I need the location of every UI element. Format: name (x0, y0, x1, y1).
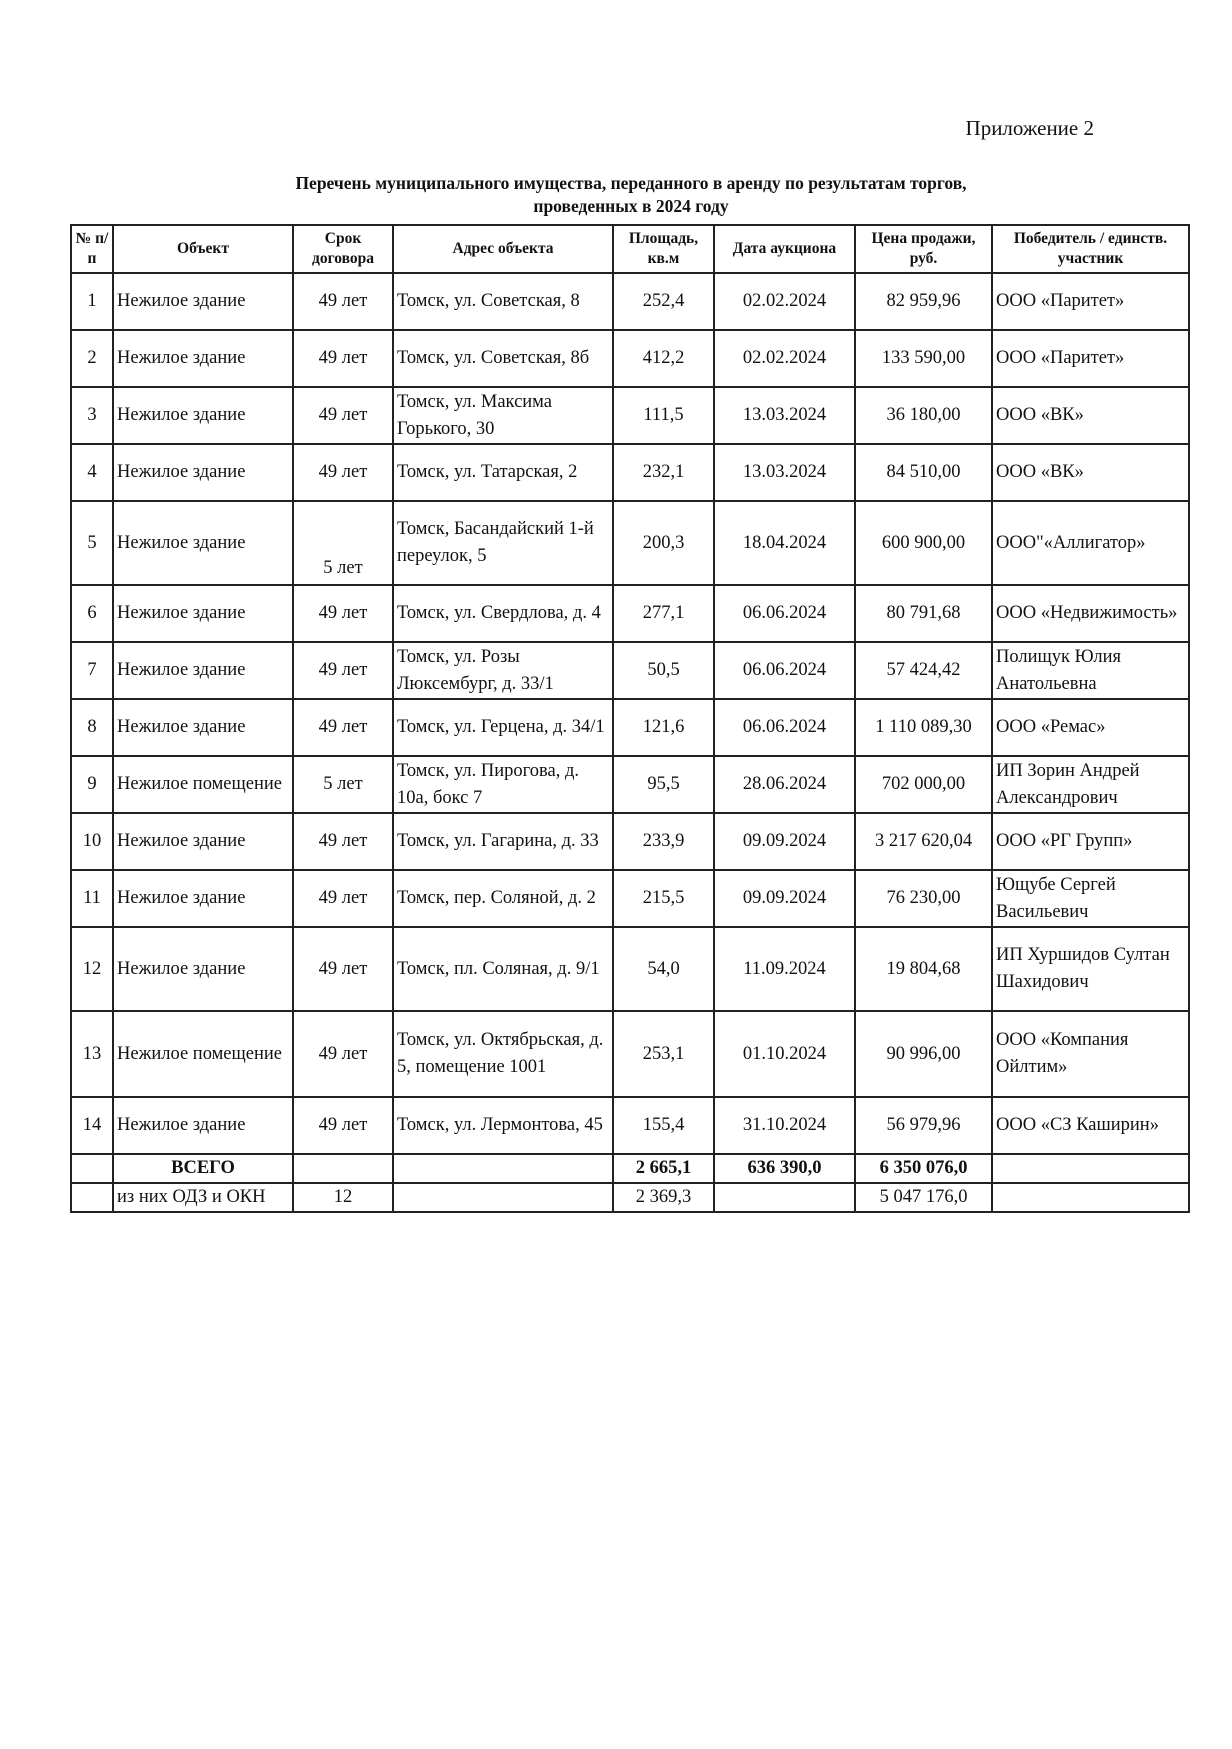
cell-object: Нежилое здание (113, 444, 293, 501)
cell-area: 155,4 (613, 1097, 714, 1154)
cell-term: 49 лет (293, 273, 393, 330)
cell-address: Томск, ул. Герцена, д. 34/1 (393, 699, 613, 756)
cell-term: 49 лет (293, 642, 393, 699)
cell-empty (393, 1154, 613, 1183)
table-header-row (71, 225, 1189, 273)
cell-date: 11.09.2024 (714, 927, 855, 1011)
cell-object: Нежилое здание (113, 699, 293, 756)
cell-date: 01.10.2024 (714, 1011, 855, 1097)
cell-object: Нежилое здание (113, 585, 293, 642)
cell-term: 49 лет (293, 1011, 393, 1097)
cell-num: 1 (71, 273, 113, 330)
cell-num: 2 (71, 330, 113, 387)
cell-date: 02.02.2024 (714, 330, 855, 387)
cell-num: 9 (71, 756, 113, 813)
cell-area: 277,1 (613, 585, 714, 642)
cell-winner: ООО «РГ Групп» (992, 813, 1189, 870)
cell-address: Томск, ул. Советская, 8б (393, 330, 613, 387)
cell-num: 10 (71, 813, 113, 870)
cell-area: 50,5 (613, 642, 714, 699)
cell-term: 5 лет (293, 756, 393, 813)
appendix-label: Приложение 2 (965, 116, 1094, 140)
cell-area: 253,1 (613, 1011, 714, 1097)
cell-winner: ООО «Ремас» (992, 699, 1189, 756)
cell-object: Нежилое здание (113, 870, 293, 927)
subtotal-area: 2 369,3 (613, 1183, 714, 1212)
cell-area: 232,1 (613, 444, 714, 501)
subtotal-label: из них ОДЗ и ОКН (113, 1183, 293, 1212)
cell-term: 49 лет (293, 927, 393, 1011)
cell-winner: Полищук Юлия Анатольевна (992, 642, 1189, 699)
cell-date: 06.06.2024 (714, 642, 855, 699)
cell-area: 215,5 (613, 870, 714, 927)
cell-price: 133 590,00 (855, 330, 992, 387)
cell-object: Нежилое здание (113, 1097, 293, 1154)
cell-date: 06.06.2024 (714, 699, 855, 756)
cell-date: 09.09.2024 (714, 870, 855, 927)
header-num: № п/п (71, 225, 113, 273)
cell-area: 111,5 (613, 387, 714, 444)
cell-object: Нежилое здание (113, 642, 293, 699)
cell-area: 252,4 (613, 273, 714, 330)
cell-object: Нежилое здание (113, 273, 293, 330)
cell-object: Нежилое здание (113, 330, 293, 387)
total-price: 6 350 076,0 (855, 1154, 992, 1183)
cell-empty (71, 1154, 113, 1183)
cell-winner: ООО «Компания Ойлтим» (992, 1011, 1189, 1097)
cell-num: 12 (71, 927, 113, 1011)
cell-area: 412,2 (613, 330, 714, 387)
cell-address: Томск, пер. Соляной, д. 2 (393, 870, 613, 927)
cell-price: 90 996,00 (855, 1011, 992, 1097)
subtotal-row (71, 1183, 1189, 1212)
title-line-1: Перечень муниципального имущества, переданного в аренду по результатам торгов, (295, 173, 967, 193)
cell-address: Томск, ул. Пирогова, д. 10а, бокс 7 (393, 756, 613, 813)
table-row (71, 1011, 1189, 1097)
cell-num: 4 (71, 444, 113, 501)
cell-address: Томск, ул. Татарская, 2 (393, 444, 613, 501)
table-row (71, 1097, 1189, 1154)
cell-object: Нежилое помещение (113, 756, 293, 813)
table-row (71, 756, 1189, 813)
cell-term: 5 лет (293, 501, 393, 585)
header-price: Цена продажи, руб. (855, 225, 992, 273)
total-date-column: 636 390,0 (714, 1154, 855, 1183)
cell-num: 13 (71, 1011, 113, 1097)
cell-area: 121,6 (613, 699, 714, 756)
cell-empty (992, 1183, 1189, 1212)
table-row (71, 927, 1189, 1011)
cell-empty (71, 1183, 113, 1212)
cell-empty (293, 1154, 393, 1183)
cell-object: Нежилое здание (113, 927, 293, 1011)
cell-winner: ООО «Паритет» (992, 330, 1189, 387)
cell-address: Томск, ул. Розы Люксембург, д. 33/1 (393, 642, 613, 699)
header-address: Адрес объекта (393, 225, 613, 273)
cell-empty (992, 1154, 1189, 1183)
cell-address: Томск, ул. Максима Горького, 30 (393, 387, 613, 444)
cell-term: 49 лет (293, 585, 393, 642)
header-date: Дата аукциона (714, 225, 855, 273)
table-row (71, 585, 1189, 642)
cell-address: Томск, ул. Советская, 8 (393, 273, 613, 330)
cell-address: Томск, ул. Лермонтова, 45 (393, 1097, 613, 1154)
cell-winner: ООО «СЗ Каширин» (992, 1097, 1189, 1154)
cell-num: 11 (71, 870, 113, 927)
cell-date: 02.02.2024 (714, 273, 855, 330)
table-row (71, 870, 1189, 927)
total-area: 2 665,1 (613, 1154, 714, 1183)
cell-price: 1 110 089,30 (855, 699, 992, 756)
title-line-2: проведенных в 2024 году (533, 196, 729, 216)
cell-price: 3 217 620,04 (855, 813, 992, 870)
cell-price: 80 791,68 (855, 585, 992, 642)
cell-date: 31.10.2024 (714, 1097, 855, 1154)
cell-area: 95,5 (613, 756, 714, 813)
cell-empty (393, 1183, 613, 1212)
property-table (70, 224, 1190, 1213)
cell-num: 3 (71, 387, 113, 444)
cell-winner: ООО «ВК» (992, 387, 1189, 444)
cell-winner: ООО «Недвижимость» (992, 585, 1189, 642)
cell-date: 13.03.2024 (714, 444, 855, 501)
total-label: ВСЕГО (113, 1154, 293, 1183)
cell-object: Нежилое помещение (113, 1011, 293, 1097)
cell-price: 702 000,00 (855, 756, 992, 813)
cell-price: 84 510,00 (855, 444, 992, 501)
cell-price: 82 959,96 (855, 273, 992, 330)
cell-winner: Ющубе Сергей Васильевич (992, 870, 1189, 927)
cell-winner: ООО"«Аллигатор» (992, 501, 1189, 585)
cell-address: Томск, Басандайский 1-й переулок, 5 (393, 501, 613, 585)
cell-area: 200,3 (613, 501, 714, 585)
cell-num: 7 (71, 642, 113, 699)
table-row (71, 642, 1189, 699)
cell-date: 18.04.2024 (714, 501, 855, 585)
cell-object: Нежилое здание (113, 813, 293, 870)
header-term: Срок договора (293, 225, 393, 273)
cell-date: 09.09.2024 (714, 813, 855, 870)
cell-date: 06.06.2024 (714, 585, 855, 642)
cell-price: 76 230,00 (855, 870, 992, 927)
cell-term: 49 лет (293, 870, 393, 927)
cell-price: 36 180,00 (855, 387, 992, 444)
cell-price: 56 979,96 (855, 1097, 992, 1154)
table-row (71, 444, 1189, 501)
cell-term: 49 лет (293, 330, 393, 387)
document-title (0, 172, 1232, 218)
cell-num: 14 (71, 1097, 113, 1154)
cell-date: 13.03.2024 (714, 387, 855, 444)
cell-term: 49 лет (293, 813, 393, 870)
cell-object: Нежилое здание (113, 387, 293, 444)
cell-address: Томск, ул. Свердлова, д. 4 (393, 585, 613, 642)
subtotal-price: 5 047 176,0 (855, 1183, 992, 1212)
table-row (71, 501, 1189, 585)
cell-term: 49 лет (293, 699, 393, 756)
cell-num: 5 (71, 501, 113, 585)
cell-term: 49 лет (293, 387, 393, 444)
cell-address: Томск, ул. Октябрьская, д. 5, помещение 1001 (393, 1011, 613, 1097)
subtotal-term: 12 (293, 1183, 393, 1212)
cell-area: 233,9 (613, 813, 714, 870)
header-area: Площадь, кв.м (613, 225, 714, 273)
header-winner: Победитель / единств. участник (992, 225, 1189, 273)
cell-num: 8 (71, 699, 113, 756)
cell-price: 57 424,42 (855, 642, 992, 699)
table-row (71, 330, 1189, 387)
table-row (71, 699, 1189, 756)
table-row (71, 273, 1189, 330)
cell-area: 54,0 (613, 927, 714, 1011)
cell-term: 49 лет (293, 1097, 393, 1154)
cell-address: Томск, ул. Гагарина, д. 33 (393, 813, 613, 870)
cell-winner: ИП Зорин Андрей Александрович (992, 756, 1189, 813)
cell-object: Нежилое здание (113, 501, 293, 585)
cell-address: Томск, пл. Соляная, д. 9/1 (393, 927, 613, 1011)
total-row (71, 1154, 1189, 1183)
cell-price: 600 900,00 (855, 501, 992, 585)
cell-winner: ООО «ВК» (992, 444, 1189, 501)
cell-price: 19 804,68 (855, 927, 992, 1011)
cell-winner: ИП Хуршидов Султан Шахидович (992, 927, 1189, 1011)
cell-empty (714, 1183, 855, 1212)
cell-term: 49 лет (293, 444, 393, 501)
header-object: Объект (113, 225, 293, 273)
table-row (71, 813, 1189, 870)
table-row (71, 387, 1189, 444)
cell-num: 6 (71, 585, 113, 642)
cell-winner: ООО «Паритет» (992, 273, 1189, 330)
cell-date: 28.06.2024 (714, 756, 855, 813)
